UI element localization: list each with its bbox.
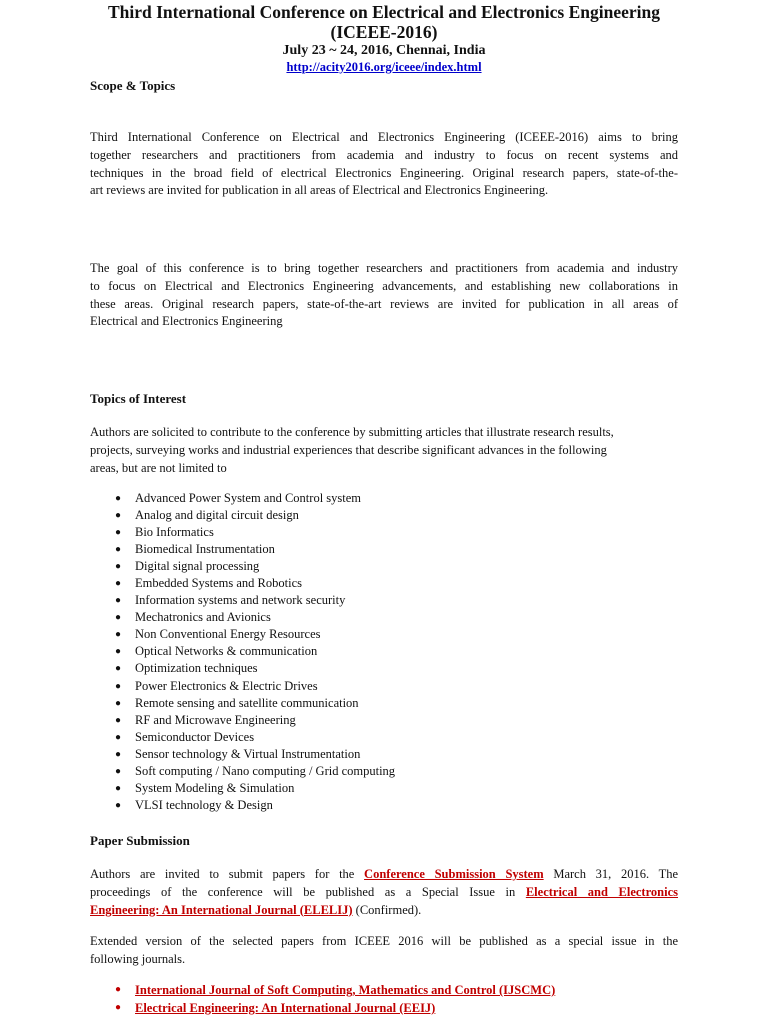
scope-p1-line: techniques in the broad field of electrical Electronics Engineering. Original research papers, state-of-the- — [90, 165, 678, 180]
list-item — [115, 558, 395, 575]
topic-label: Remote sensing and satellite communication — [135, 695, 359, 710]
topics-intro — [90, 424, 678, 477]
bullet-icon: ● — [115, 1002, 122, 1013]
submission-text: (Confirmed). — [352, 902, 422, 917]
bullet-icon: ● — [115, 578, 122, 590]
bullet-icon: ● — [115, 731, 122, 743]
conference-title: Third International Conference on Electrical and Electronics Engineering — [107, 2, 661, 22]
submission-heading: Paper Submission — [90, 833, 190, 848]
list-item — [115, 592, 395, 609]
scope-p2-line: The goal of this conference is to bring together researchers and practitioners from academia and industry — [90, 261, 678, 275]
elelij-journal-link-cont[interactable]: Engineering: An International Journal (ELELIJ) — [90, 902, 353, 917]
scope-p2-line: Electrical and Electronics Engineering — [90, 314, 283, 329]
topic-label: Embedded Systems and Robotics — [135, 576, 302, 591]
topic-label: Analog and digital circuit design — [135, 508, 299, 523]
submission-line-3 — [90, 902, 678, 920]
list-item — [115, 609, 395, 626]
topics-intro-line: areas, but are not limited to — [90, 460, 227, 475]
conference-url — [0, 60, 768, 75]
bullet-icon: ● — [115, 646, 122, 658]
topic-label: Biomedical Instrumentation — [135, 542, 275, 557]
topic-label: System Modeling & Simulation — [135, 780, 295, 795]
topics-intro-line: projects, surveying works and industrial experiences that describe significant advances in the following — [90, 442, 607, 457]
scope-paragraph-2 — [90, 260, 678, 331]
list-item — [115, 763, 395, 780]
list-item — [115, 678, 395, 695]
bullet-icon: ● — [115, 799, 122, 811]
bullet-icon: ● — [115, 595, 122, 607]
topics-intro-line: Authors are solicited to contribute to the conference by submitting articles that illustrate research results, — [90, 425, 614, 439]
bullet-icon: ● — [115, 544, 122, 556]
bullet-icon: ● — [115, 527, 122, 539]
list-item — [115, 541, 395, 558]
bullet-icon: ● — [115, 612, 122, 624]
bullet-icon: ● — [115, 510, 122, 522]
bullet-icon: ● — [115, 714, 122, 726]
conference-url-link[interactable]: http://acity2016.org/iceee/index.html — [286, 60, 482, 74]
scope-p1-line: Third International Conference on Electrical and Electronics Engineering (ICEEE-2016) aims to bring — [90, 130, 678, 144]
submission-paragraph — [90, 866, 678, 919]
topic-label: RF and Microwave Engineering — [135, 712, 296, 727]
bullet-icon: ● — [115, 493, 122, 504]
bullet-icon: ● — [115, 765, 122, 777]
submission-text: proceedings of the conference will be published as a Special Issue in — [90, 884, 526, 899]
bullet-icon: ● — [115, 782, 122, 794]
list-item — [115, 780, 395, 797]
journals-list — [115, 981, 555, 1017]
topic-label: Power Electronics & Electric Drives — [135, 678, 318, 693]
list-item — [115, 490, 395, 507]
submission-text: Authors are invited to submit papers for the — [90, 867, 365, 881]
conference-acronym: (ICEEE-2016) — [330, 22, 438, 42]
topic-label: Semiconductor Devices — [135, 729, 255, 744]
bullet-icon: ● — [115, 629, 122, 641]
topic-label: Optical Networks & communication — [135, 644, 318, 659]
elelij-journal-link[interactable]: Electrical and Electronics — [525, 884, 678, 899]
scope-paragraph-1 — [90, 129, 678, 200]
topics-list — [115, 490, 395, 814]
scope-p1-line: art reviews are invited for publication in all areas of Electrical and Electronics Engineering. — [90, 183, 549, 198]
scope-heading: Scope & Topics — [90, 78, 176, 93]
list-item — [115, 643, 395, 660]
topic-label: Bio Informatics — [135, 525, 214, 540]
scope-p2-line: to focus on Electrical and Electronics Engineering advancements, and establishing new collaborations in — [90, 278, 678, 293]
eeij-journal-link[interactable]: Electrical Engineering: An International Journal (EEIJ) — [135, 1001, 436, 1015]
extended-line: Extended version of the selected papers from ICEEE 2016 will be published as a special issue in the — [90, 934, 678, 948]
scope-p1-line: together researchers and practitioners from academia and industry to focus on recent systems and — [90, 147, 678, 162]
topics-heading: Topics of Interest — [90, 391, 187, 406]
submission-line-2 — [90, 884, 678, 902]
list-item — [115, 507, 395, 524]
topic-label: Soft computing / Nano computing / Grid computing — [135, 763, 396, 778]
bullet-icon: ● — [115, 697, 122, 709]
list-item — [115, 695, 395, 712]
scope-p2-line: these areas. Original research papers, state-of-the-art reviews are invited for publication in all areas of — [90, 296, 678, 311]
list-item — [115, 729, 395, 746]
list-item — [115, 999, 555, 1017]
bullet-icon: ● — [115, 561, 122, 573]
topic-label: Mechatronics and Avionics — [135, 610, 271, 625]
topic-label: Information systems and network security — [135, 593, 346, 608]
bullet-icon: ● — [115, 680, 122, 692]
list-item — [115, 626, 395, 643]
topic-label: Advanced Power System and Control system — [135, 491, 362, 505]
submission-line-1 — [90, 866, 678, 884]
topic-label: Optimization techniques — [135, 661, 258, 676]
topic-label: Non Conventional Energy Resources — [135, 627, 321, 642]
bullet-icon: ● — [115, 748, 122, 760]
topic-label: Digital signal processing — [135, 559, 260, 574]
conference-submission-link[interactable]: Conference Submission System — [364, 867, 544, 881]
list-item — [115, 746, 395, 763]
list-item — [115, 524, 395, 541]
ijscmc-journal-link[interactable]: International Journal of Soft Computing, Mathematics and Control (IJSCMC) — [135, 983, 556, 997]
extended-paragraph — [90, 933, 678, 969]
bullet-icon: ● — [115, 984, 122, 995]
topic-label: Sensor technology & Virtual Instrumentation — [135, 746, 361, 761]
list-item — [115, 981, 555, 999]
extended-line: following journals. — [90, 951, 186, 966]
list-item — [115, 660, 395, 677]
conference-date-location: July 23 ~ 24, 2016, Chennai, India — [282, 43, 486, 58]
topic-label: VLSI technology & Design — [135, 797, 273, 812]
submission-text: March 31, 2016. The — [543, 867, 678, 881]
list-item — [115, 712, 395, 729]
bullet-icon: ● — [115, 663, 122, 675]
list-item — [115, 575, 395, 592]
list-item — [115, 797, 395, 814]
